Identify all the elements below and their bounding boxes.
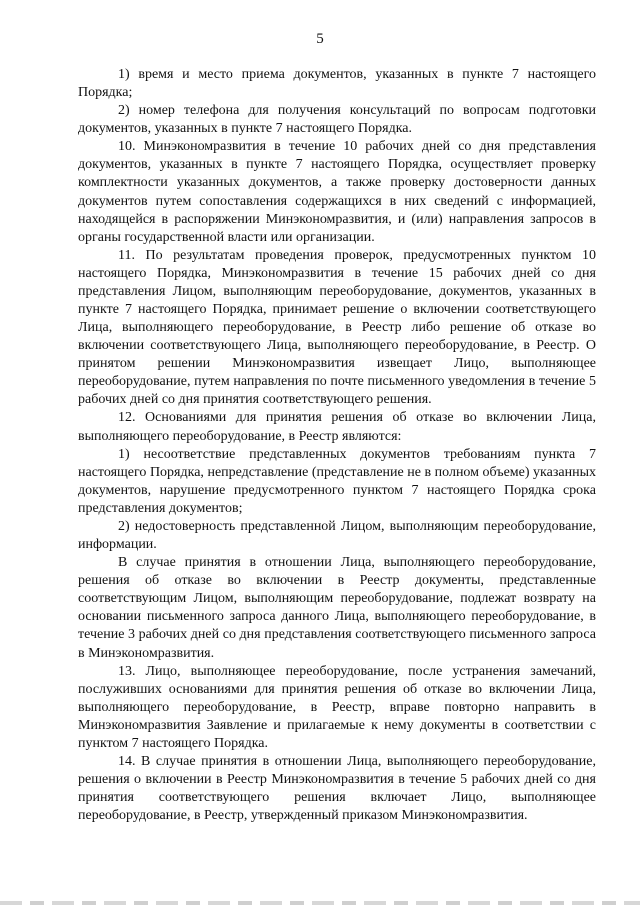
paragraph-ground-1: 1) несоответствие представленных документов требованиям пункта 7 настоящего Порядка, непредставление (представление не в полном объеме) указанных документов, нарушение предусмотренного пунктом 7 настоящего Порядка срока представления документов; [78, 446, 596, 516]
document-body [78, 66, 596, 825]
scan-edge-artifact [0, 901, 640, 905]
paragraph-clause-13: 13. Лицо, выполняющее переоборудование, после устранения замечаний, послуживших основаниями для принятия решения об отказе во включении Лица, выполняющего переоборудование, в Реестр, вправе повторно направить в Минэкономразвития Заявление и прилагаемые к нему документы в соответствии с пунктом 7 настоящего Порядка. [78, 663, 596, 751]
paragraph-item-2: 2) номер телефона для получения консультаций по вопросам подготовки документов, указанных в пункте 7 настоящего Порядка. [78, 103, 596, 137]
paragraph-clause-12: 12. Основаниями для принятия решения об отказе во включении Лица, выполняющего переоборудование, в Реестр являются: [78, 410, 596, 444]
paragraph-clause-10: 10. Минэкономразвития в течение 10 рабочих дней со дня представления документов, указанных в пункте 7 настоящего Порядка, осуществляет проверку комплектности указанных документов, а также проверку достоверности данных документов путем сопоставления содержащихся в них сведений с информацией, находящейся в распоряжении Минэкономразвития, и (или) направления запросов в органы государственной власти или организации. [78, 139, 596, 245]
paragraph-refusal-return: В случае принятия в отношении Лица, выполняющего переоборудование, решения об отказе во включении в Реестр документы, представленные соответствующим Лицом, выполняющим переоборудование, подлежат возврату на основании письменного запроса данного Лица, выполняющего переоборудование, в течение 3 рабочих дней со дня представления соответствующего письменного запроса в Минэкономразвития. [78, 555, 596, 661]
paragraph-item-1: 1) время и место приема документов, указанных в пункте 7 настоящего Порядка; [78, 67, 596, 101]
paragraph-ground-2: 2) недостоверность представленной Лицом, выполняющим переоборудование, информации. [78, 518, 596, 553]
paragraph-clause-14: 14. В случае принятия в отношении Лица, выполняющего переоборудование, решения о включении в Реестр Минэкономразвития в течение 5 рабочих дней со дня принятия соответствующего решения включает Лицо, выполняющее переоборудование, в Реестр, утвержденный приказом Минэкономразвития. [78, 753, 596, 824]
page-number: 5 [316, 31, 324, 47]
paragraph-clause-11: 11. По результатам проведения проверок, предусмотренных пунктом 10 настоящего Порядка, Минэкономразвития в течение 15 рабочих дней со дня представления Лицом, выполняющим переоборудование, документов, указанных в пункте 7 настоящего Порядка, принимает решение о включении соответствующего Лица, выполняющего переоборудование, в Реестр либо решение об отказе во включении соответствующего Лица, выполняющего переоборудование, в Реестр. О принятом решении Минэкономразвития извещает Лицо, выполняющее переоборудование, путем направления по почте письменного уведомления в течение 5 рабочих дней со дня принятия соответствующего решения. [78, 247, 596, 408]
